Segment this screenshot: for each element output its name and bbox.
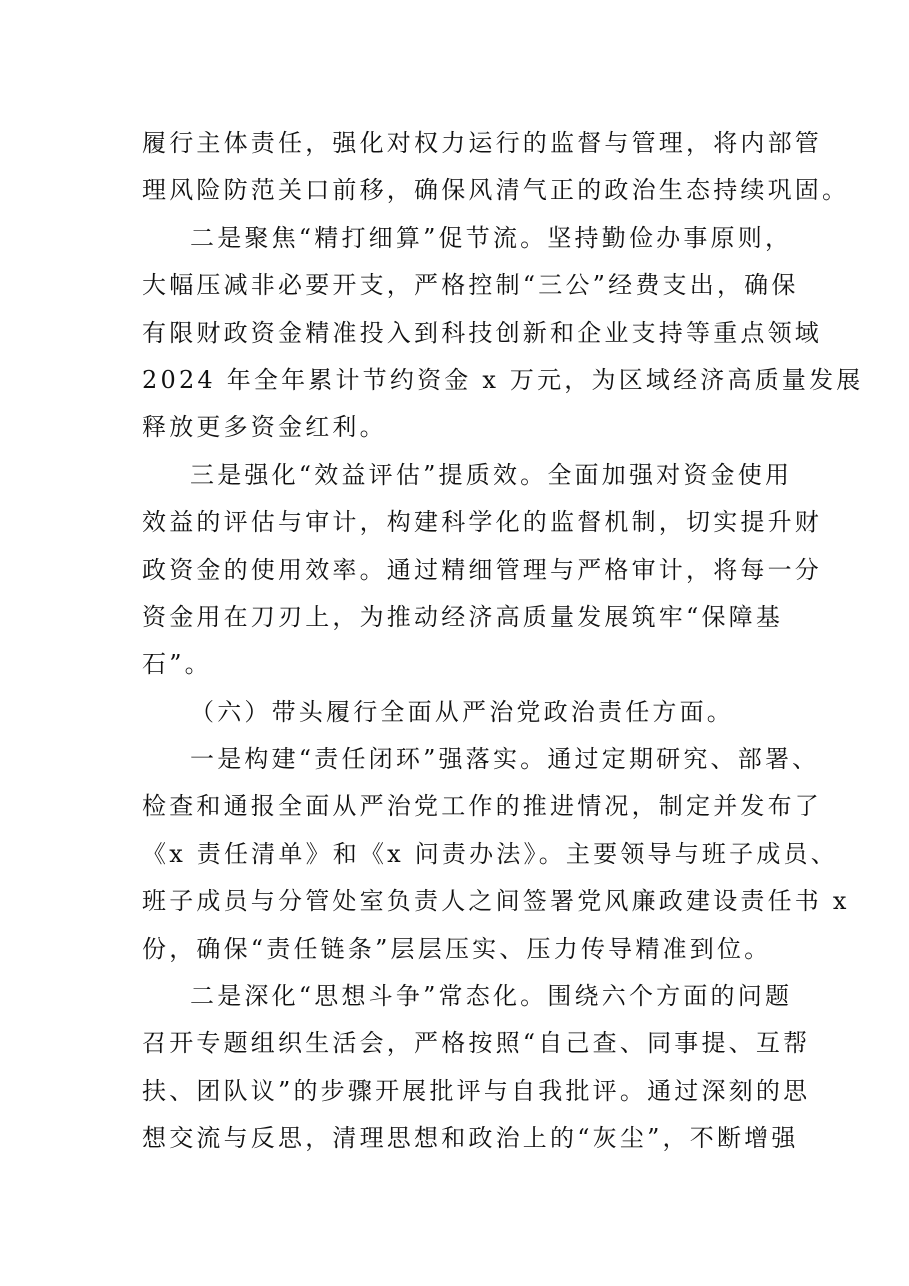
text-line: 召开专题组织生活会，严格按照“自己查、同事提、互帮 [142,1029,811,1058]
text-line: 一是构建“责任闭环”强落实。通过定期研究、部署、 [190,745,820,774]
text-line: 二是深化“思想斗争”常态化。围绕六个方面的问题 [190,982,793,1011]
section-heading: （六）带头履行全面从严治党政治责任方面。 [190,697,734,726]
text-line: 《x 责任清单》和《x 问责办法》。主要领导与班子成员、 [142,839,838,868]
text-line: 释放更多资金红利。 [142,413,387,442]
text-line: 资金用在刀刃上，为推动经济高质量发展筑牢“保障基 [142,602,784,631]
paragraph-two-precision [142,215,864,452]
text-line: 二是聚焦“精打细算”促节流。坚持勤俭办事原则， [190,223,793,252]
text-line: 石”。 [142,650,212,679]
text-line: 有限财政资金精准投入到科技创新和企业支持等重点领域 [142,318,822,347]
text-line: 大幅压减非必要开支，严格控制“三公”经费支出，确保 [142,271,799,300]
text-line: 想交流与反思，清理思想和政治上的“灰尘”，不断增强 [142,1124,799,1153]
text-line: 份，确保“责任链条”层层压实、压力传导精准到位。 [142,934,772,963]
paragraph-one-closed-loop [142,736,850,973]
body-text [142,120,864,1163]
text-line: 三是强化“效益评估”提质效。全面加强对资金使用 [190,460,793,489]
text-line: 2024 年全年累计节约资金 x 万元，为区域经济高质量发展 [142,365,864,394]
paragraph-three-benefit [142,452,822,689]
text-line: 班子成员与分管处室负责人之间签署党风廉政建设责任书 x [142,887,850,916]
text-line: 履行主体责任，强化对权力运行的监督与管理，将内部管 [142,129,822,157]
paragraph-two-struggle [142,973,811,1163]
text-line: 理风险防范关口前移，确保风清气正的政治生态持续巩固。 [142,176,850,205]
text-line: 效益的评估与审计，构建科学化的监督机制，切实提升财 [142,508,822,537]
paragraph-continued-responsibility [142,120,850,215]
text-line: 政资金的使用效率。通过精细管理与严格审计，将每一分 [142,555,822,584]
text-line: 扶、团队议”的步骤开展批评与自我批评。通过深刻的思 [142,1076,811,1105]
section-heading-six [142,689,772,736]
text-line: 检查和通报全面从严治党工作的推进情况，制定并发布了 [142,792,822,821]
